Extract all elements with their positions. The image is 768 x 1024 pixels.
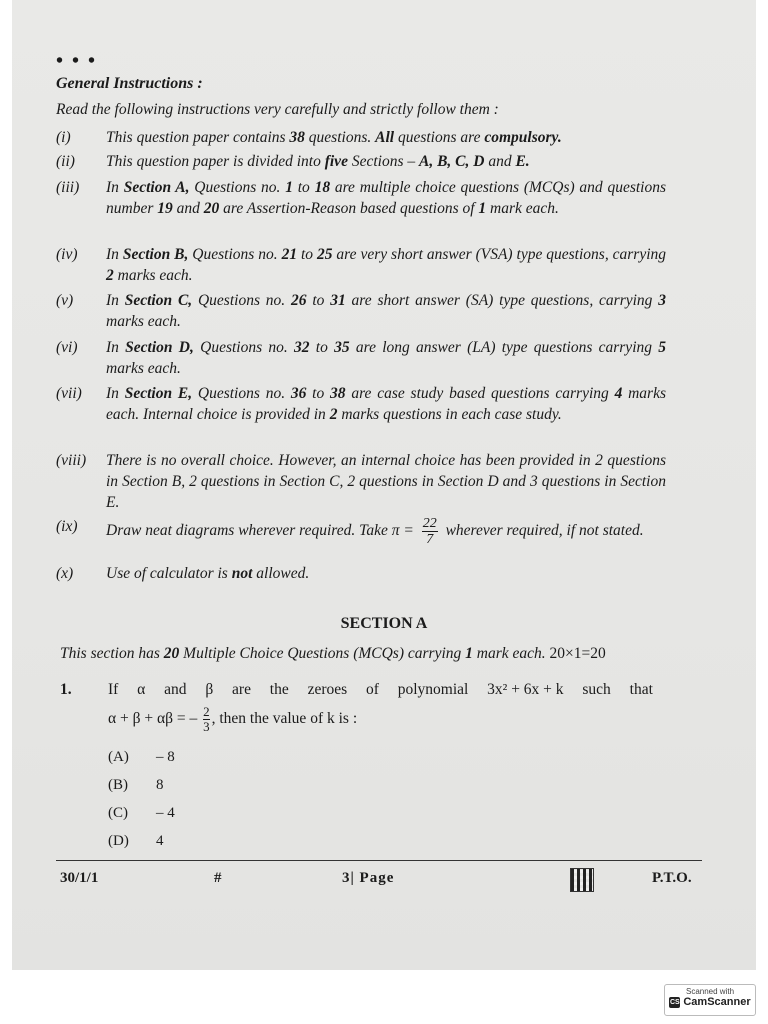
page-number: 3| Page	[342, 870, 395, 886]
instruction-item	[56, 516, 666, 547]
option-value: 4	[156, 833, 164, 849]
section-description: This section has 20 Multiple Choice Questions (MCQs) carrying 1 mark each. 20×1=20	[60, 645, 606, 662]
instruction-item	[56, 127, 666, 148]
instruction-number: (i)	[56, 129, 71, 146]
option-label: (A)	[108, 749, 129, 765]
question-word: 3x² + 6x + k	[487, 681, 564, 698]
instruction-text: In Section B, Questions no. 21 to 25 are very short answer (VSA) type questions, carrying 2 marks each.	[106, 246, 667, 284]
camscanner-badge	[664, 984, 756, 1016]
question-text-line2: α + β + αβ = – $\frac{2}{3}$ , then the value of k is :	[108, 704, 358, 734]
question-word: of	[365, 681, 379, 698]
header-dots: • • •	[56, 50, 98, 72]
instruction-number: (vi)	[56, 339, 78, 356]
footer-rule	[56, 860, 702, 861]
pto-label: P.T.O.	[652, 870, 692, 886]
instruction-item	[56, 244, 666, 286]
instruction-item	[56, 563, 666, 584]
instruction-item	[56, 290, 666, 332]
instruction-text: Draw neat diagrams wherever required. Take π = $\frac{22}{7}$ wherever required, if not stated.	[106, 516, 644, 547]
instruction-item	[56, 151, 666, 172]
question-word: are	[232, 681, 251, 698]
instructions-intro: Read the following instructions very carefully and strictly follow them :	[56, 101, 499, 118]
section-title: SECTION A	[340, 615, 428, 632]
question-word: polynomial	[397, 681, 469, 698]
instruction-number: (vii)	[56, 385, 82, 402]
instruction-item	[56, 337, 666, 379]
instruction-text: Use of calculator is not allowed.	[106, 565, 310, 582]
question-number: 1.	[60, 681, 72, 698]
option-label: (D)	[108, 833, 129, 849]
camscanner-brand: CamScanner	[683, 996, 751, 1008]
instruction-text: There is no overall choice. However, an internal choice has been provided in 2 questions in Section B, 2 questions in Section C, 2 questions in Section D and 3 questions in Section E.	[106, 452, 666, 511]
instruction-item	[56, 383, 666, 425]
instruction-text: This question paper contains 38 questions. All questions are compulsory.	[106, 129, 562, 146]
instruction-text: In Section C, Questions no. 26 to 31 are short answer (SA) type questions, carrying 3 marks each.	[106, 292, 666, 330]
option-value: – 4	[156, 805, 175, 821]
option-c	[108, 805, 175, 822]
question-word: the	[269, 681, 289, 698]
qr-code-icon	[570, 868, 594, 892]
option-value: – 8	[156, 749, 175, 765]
question-word: α	[137, 681, 146, 698]
instructions-title: General Instructions :	[56, 75, 203, 92]
instruction-number: (ii)	[56, 153, 75, 170]
question-word: zeroes	[307, 681, 348, 698]
question-text-line1	[108, 681, 653, 699]
instruction-number: (x)	[56, 565, 74, 582]
scanned-with-text: Scanned with	[685, 987, 735, 996]
option-label: (B)	[108, 777, 128, 793]
question-word: and	[164, 681, 187, 698]
option-label: (C)	[108, 805, 128, 821]
question-word: If	[108, 681, 119, 698]
paper-code: 30/1/1	[60, 870, 99, 886]
question-word: such	[582, 681, 611, 698]
instruction-number: (ix)	[56, 518, 78, 535]
instruction-number: (iii)	[56, 179, 80, 196]
option-d	[108, 833, 164, 850]
option-value: 8	[156, 777, 164, 793]
instruction-number: (viii)	[56, 452, 87, 469]
question-word: β	[205, 681, 214, 698]
instruction-text: In Section E, Questions no. 36 to 38 are case study based questions carrying 4 marks each. Internal choice is provided in 2 marks questions in each case study.	[106, 385, 666, 423]
instruction-text: In Section A, Questions no. 1 to 18 are multiple choice questions (MCQs) and questions number 19 and 20 are Assertion-Reason based questions of 1 mark each.	[106, 179, 667, 217]
hash-mark: #	[214, 870, 222, 886]
instruction-text: In Section D, Questions no. 32 to 35 are long answer (LA) type questions carrying 5 marks each.	[106, 339, 667, 377]
instruction-text: This question paper is divided into five Sections – A, B, C, D and E.	[106, 153, 530, 170]
option-a	[108, 749, 175, 766]
instruction-item	[56, 450, 666, 513]
instruction-item	[56, 177, 666, 219]
instruction-number: (v)	[56, 292, 74, 309]
question-word: that	[629, 681, 653, 698]
instruction-number: (iv)	[56, 246, 78, 263]
camscanner-logo-icon: CS	[669, 998, 680, 1006]
option-b	[108, 777, 164, 794]
